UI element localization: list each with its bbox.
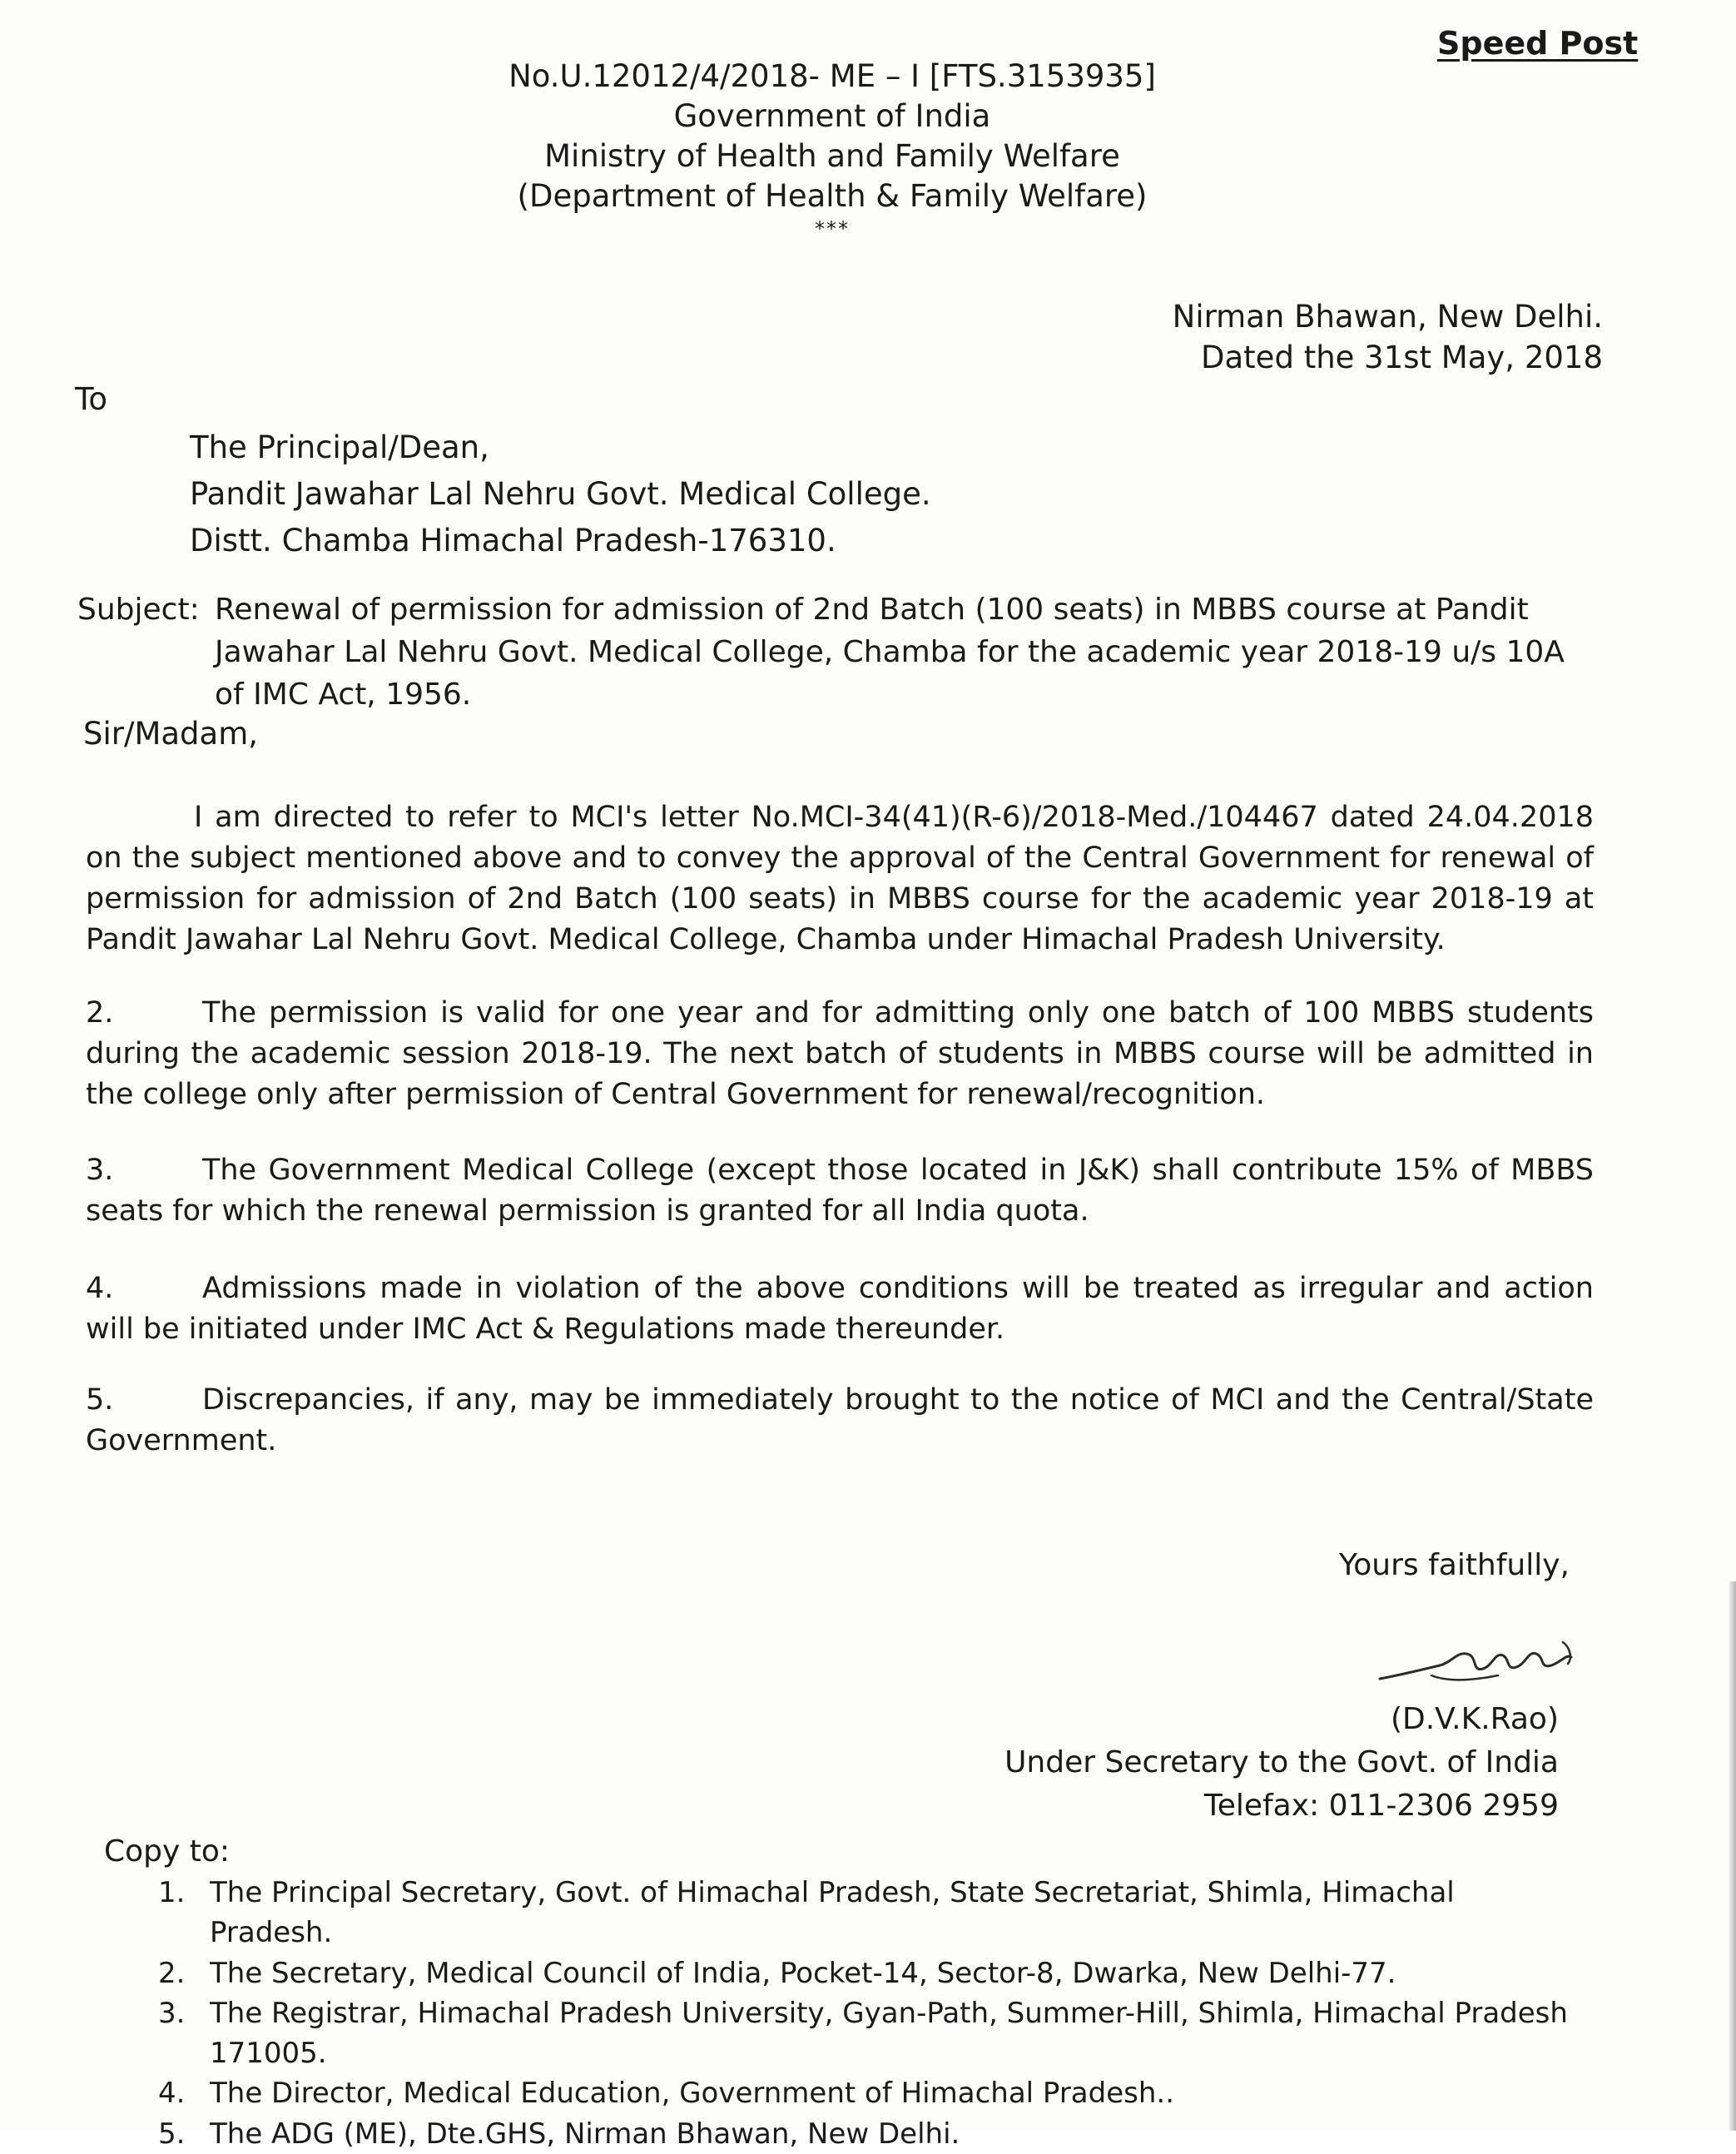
list-item [158,2073,1573,2113]
paragraph-number: 3. [86,1154,114,1187]
ministry-line: Ministry of Health and Family Welfare [544,138,1120,175]
department-line: (Department of Health & Family Welfare) [517,178,1148,215]
to-label: To [75,381,107,417]
government-line: Government of India [673,98,991,135]
signatory-telefax: Telefax: 011-2306 2959 [1203,1788,1559,1823]
scan-edge-shadow [1728,1581,1736,2131]
signatory-name: (D.V.K.Rao) [1390,1702,1559,1736]
signature-scribble [1373,1627,1598,1702]
valediction: Yours faithfully, [1339,1548,1570,1582]
letter-header [466,57,1198,243]
subject-label: Subject: [77,593,200,627]
paragraph-2 [86,993,1594,1115]
list-item [158,1873,1573,1953]
place-date-block [1173,296,1603,378]
list-item-text: The Director, Medical Education, Government of Himachal Pradesh.. [210,2077,1175,2111]
list-item-number: 1. [158,1876,186,1909]
list-item-text: The Secretary, Medical Council of India, Pocket-14, Sector-8, Dwarka, New Delhi-77. [210,1956,1396,1990]
copy-to-label: Copy to: [104,1834,231,1869]
paragraph-number: 5. [86,1383,114,1417]
list-item [158,1953,1573,1993]
subject-text: Renewal of permission for admission of 2nd Batch (100 seats) in MBBS course at Pandit Jawahar Lal Nehru Govt. Medical College, Chamba for the academic year 2018-19 u/s 10A of IMC Act, 1956. [215,593,1565,712]
recipient-line: Distt. Chamba Himachal Pradesh-176310. [190,523,836,559]
place: Nirman Bhawan, New Delhi. [1172,299,1603,335]
signatory-designation: Under Secretary to the Govt. of India [1004,1745,1559,1779]
subject-block [77,588,1592,716]
list-item-number: 4. [158,2077,186,2111]
paragraph-4 [86,1268,1594,1350]
list-item-number: 5. [158,2117,186,2151]
signatory-block [1004,1698,1559,1827]
date: Dated the 31st May, 2018 [1201,340,1603,376]
list-item-text: The Registrar, Himachal Pradesh University, Gyan-Path, Summer-Hill, Shimla, Himachal Pradesh 171005. [210,1996,1568,2071]
paragraph-number: 2. [86,996,114,1030]
list-item-text: The ADG (ME), Dte.GHS, Nirman Bhawan, New Delhi. [210,2117,960,2151]
paragraph-text: I am directed to refer to MCI's letter No.MCI-34(41)(R-6)/2018-Med./104467 dated 24.04.2018 on the subject mentioned above and to convey the approval of the Central Government for renewal of permission for admission of 2nd Batch (100 seats) in MBBS course for the academic year 2018-19 at Pandit Jawahar Lal Nehru Govt. Medical College, Chamba under Himachal Pradesh University. [86,801,1594,956]
paragraph-1 [86,797,1594,960]
handwritten-signature [1373,1627,1598,1702]
list-item [158,2114,1573,2154]
list-item-number: 3. [158,1996,186,2030]
recipient-line: The Principal/Dean, [190,429,489,465]
list-item [158,1993,1573,2074]
paragraph-text: The Government Medical College (except those located in J&K) shall contribute 15% of MBBS seats for which the renewal permission is granted for all India quota. [86,1154,1594,1228]
file-number: No.U.12012/4/2018- ME – I [FTS.3153935] [508,58,1156,94]
recipient-address [190,424,931,565]
paragraph-3 [86,1150,1594,1232]
paragraph-number: 4. [86,1272,114,1305]
list-item-number: 2. [158,1956,186,1990]
copy-to-list [158,1873,1573,2154]
list-item-text: The Principal Secretary, Govt. of Himachal Pradesh, State Secretariat, Shimla, Himachal Pradesh. [210,1876,1455,1950]
header-separator: *** [815,217,850,241]
paragraph-text: Discrepancies, if any, may be immediately brought to the notice of MCI and the Central/State Government. [86,1383,1594,1457]
paragraph-5 [86,1380,1594,1462]
recipient-line: Pandit Jawahar Lal Nehru Govt. Medical College. [190,476,931,513]
salutation: Sir/Madam, [83,716,259,752]
paragraph-text: The permission is valid for one year and for admitting only one batch of 100 MBBS students during the academic session 2018-19. The next batch of students in MBBS course will be admitted in the college only after permission of Central Government for renewal/recognition. [86,996,1594,1111]
paragraph-text: Admissions made in violation of the above conditions will be treated as irregular and action will be initiated under IMC Act & Regulations made thereunder. [86,1272,1594,1346]
speed-post-label: Speed Post [1437,25,1639,62]
